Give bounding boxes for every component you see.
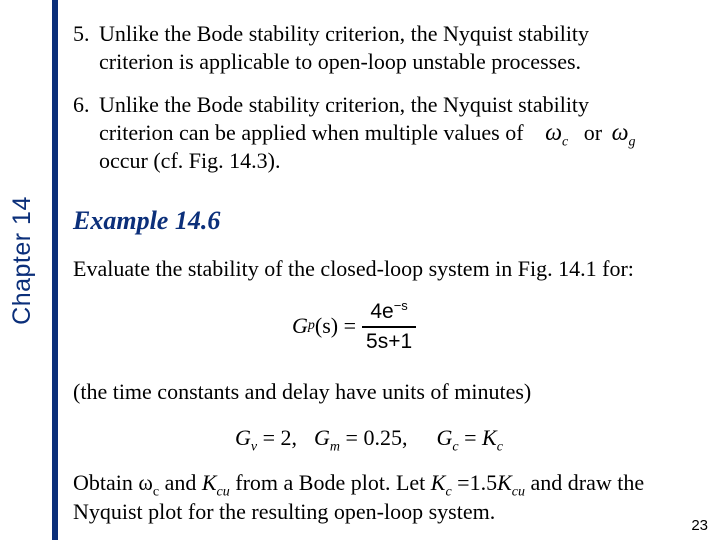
parameter-values xyxy=(235,425,503,455)
chapter-label-text: Chapter 14 xyxy=(7,195,36,325)
omega-c-symbol: ω xyxy=(545,120,563,146)
gm-subscript: m xyxy=(329,439,341,455)
tf-numerator xyxy=(366,298,411,324)
tf-denominator: 5s+1 xyxy=(366,329,413,353)
or-text: or xyxy=(583,120,603,145)
obtain-text-5: and draw the xyxy=(525,470,645,495)
obtain-omega-subscript: c xyxy=(152,484,160,500)
kc-symbol: K xyxy=(482,425,497,450)
kcu-symbol-2: K xyxy=(497,470,512,495)
item-6-line-1: Unlike the Bode stability criterion, the Nyquist stability xyxy=(99,92,590,117)
kc-symbol-2: K xyxy=(430,470,446,495)
gv-symbol: G xyxy=(235,425,251,450)
item-6-line-2-text: criterion can be applied when multiple values of xyxy=(99,120,524,145)
item-5-number: 5. xyxy=(73,21,90,46)
obtain-text-4: =1.5 xyxy=(451,470,498,495)
transfer-function xyxy=(292,296,416,356)
omega-c-subscript: c xyxy=(562,134,569,150)
tf-lhs-symbol: G xyxy=(292,313,308,338)
obtain-text-3: from a Bode plot. Let xyxy=(229,470,431,495)
kcu-subscript: cu xyxy=(216,484,230,500)
example-title: Example 14.6 xyxy=(73,206,221,235)
gv-subscript: v xyxy=(250,439,258,455)
item-6-line-3: occur (cf. Fig. 14.3). xyxy=(99,148,281,173)
obtain-text-2: and xyxy=(159,470,202,495)
gm-value: = 0.25, xyxy=(345,425,408,450)
sidebar xyxy=(0,0,58,540)
tf-numerator-exponent: −s xyxy=(393,298,408,314)
sidebar-divider xyxy=(52,0,58,540)
item-5-line-2: criterion is applicable to open-loop unstable processes. xyxy=(99,49,582,74)
gc-symbol: G xyxy=(436,425,453,450)
kcu-symbol: K xyxy=(201,470,217,495)
gv-value: = 2, xyxy=(262,425,298,450)
kcu-subscript-2: cu xyxy=(511,484,525,500)
page-number: 23 xyxy=(691,517,708,534)
tf-numerator-base: 4e xyxy=(370,300,394,324)
item-6-number: 6. xyxy=(73,92,90,117)
gc-subscript: c xyxy=(452,439,459,455)
obtain-text-1: Obtain ω xyxy=(73,470,153,495)
item-5-line-1: Unlike the Bode stability criterion, the Nyquist stability xyxy=(99,21,590,46)
fraction-bar xyxy=(362,326,416,328)
tf-fraction xyxy=(362,298,416,354)
gc-equals: = xyxy=(464,425,477,450)
gm-symbol: G xyxy=(314,425,330,450)
example-prompt: Evaluate the stability of the closed-loop system in Fig. 14.1 for: xyxy=(73,256,634,281)
kc-subscript-2: c xyxy=(445,484,452,500)
tf-lhs-subscript: p xyxy=(307,318,315,333)
kc-subscript: c xyxy=(496,439,503,455)
tf-lhs-arg: (s) = xyxy=(314,313,357,338)
chapter-label xyxy=(0,175,44,345)
omega-g-symbol: ω xyxy=(611,120,629,146)
omega-g-subscript: g xyxy=(628,134,636,150)
units-note: (the time constants and delay have units of minutes) xyxy=(73,379,532,404)
nyquist-line: Nyquist plot for the resulting open-loop system. xyxy=(73,499,496,524)
